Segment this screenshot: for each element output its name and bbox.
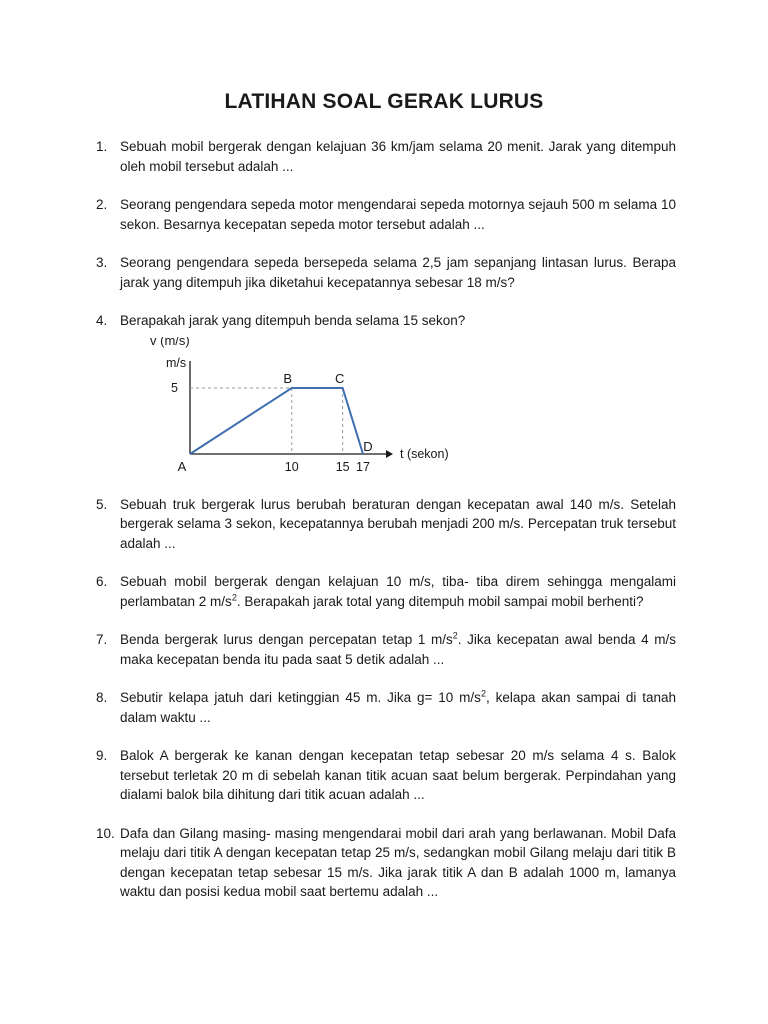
velocity-time-graph — [150, 337, 460, 479]
question-number: 7. — [96, 632, 108, 647]
point-label-d: D — [363, 438, 373, 454]
y-axis-unit-label: m/s — [166, 355, 187, 370]
question-text: Berapakah jarak yang ditempuh benda selama 15 sekon? — [120, 313, 466, 328]
question-text: Sebuah truk bergerak lurus berubah beraturan dengan kecepatan awal 140 m/s. Setelah bergerak selama 3 sekon, kecepatannya berubah menjadi 200 m/s. Percepatan truk tersebut adalah ... — [120, 496, 676, 551]
question-text — [120, 688, 676, 727]
question-text-part: . Berapakah jarak total yang ditempuh mobil sampai mobil berhenti? — [236, 593, 644, 609]
x-axis-label: t (sekon) — [400, 446, 449, 461]
question-8 — [96, 688, 676, 727]
y-axis-label: v (m/s) — [150, 336, 190, 348]
question-text: Balok A bergerak ke kanan dengan kecepatan tetap sebesar 20 m/s selama 4 s. Balok tersebut terletak 20 m di sebelah kanan titik acuan saat belum bergerak. Perpindahan yang dialami balok bila dihitung dari titik acuan adalah ... — [120, 748, 676, 802]
question-2 — [96, 195, 676, 234]
x-tick-label: 10 — [284, 459, 299, 474]
y-tick-label: 5 — [171, 380, 178, 395]
question-4 — [96, 311, 676, 479]
question-10 — [96, 824, 676, 902]
question-number: 6. — [96, 574, 108, 589]
question-6 — [96, 572, 676, 611]
question-7 — [96, 630, 676, 669]
question-text: Dafa dan Gilang masing- masing mengendarai mobil dari arah yang berlawanan. Mobil Dafa melaju dari titik A dengan kecepatan tetap 25 m/s, sedangkan mobil Gilang melaju dari titik B dengan kecepatan tetap sebesar 15 m/s. Jika jarak titik A dan B adalah 1000 m, lamanya waktu dan posisi kedua mobil saat bertemu adalah ... — [120, 825, 676, 899]
question-number: 5. — [96, 496, 108, 512]
question-9 — [96, 746, 676, 805]
question-text — [120, 572, 676, 611]
series-line — [190, 388, 363, 454]
question-text-part: . Jika kecepatan awal benda 4 m/s maka kecepatan benda itu pada saat 5 detik adalah ... — [120, 632, 676, 667]
x-tick-label: 17 — [356, 459, 370, 474]
question-text: Seorang pengendara sepeda motor mengendarai sepeda motornya sejauh 500 m selama 10 sekon. Besarnya kecepatan sepeda motor tersebut adalah ... — [120, 197, 676, 232]
question-number: 8. — [96, 690, 108, 705]
question-text-part: Sebuah mobil bergerak dengan kelajuan 10 m/s, tiba- tiba direm sehingga mengalami perlambatan 2 m/s — [120, 574, 676, 609]
question-5 — [96, 495, 676, 554]
point-label-a: A — [177, 458, 187, 474]
question-text-part: Benda bergerak lurus dengan percepatan tetap 1 m/s — [120, 632, 453, 647]
question-number: 10. — [96, 825, 115, 841]
point-label-b: B — [283, 370, 293, 386]
superscript: 2 — [480, 688, 486, 699]
point-label-c: C — [334, 370, 345, 386]
question-number: 4. — [96, 313, 108, 328]
question-number: 9. — [96, 748, 108, 763]
page-title: LATIHAN SOAL GERAK LURUS — [224, 90, 544, 113]
superscript: 2 — [231, 592, 237, 602]
question-text-part: Sebutir kelapa jatuh dari ketinggian 45 m. Jika g= 10 m/s — [120, 690, 481, 705]
question-text — [120, 630, 676, 669]
question-text: Seorang pengendara sepeda bersepeda selama 2,5 jam sepanjang lintasan lurus. Berapa jarak yang ditempuh jika diketahui kecepatannya sebesar 18 m/s? — [120, 255, 676, 290]
question-number: 3. — [96, 255, 108, 270]
question-3 — [96, 253, 676, 292]
question-text-part: , kelapa akan sampai di tanah dalam waktu ... — [120, 690, 676, 725]
superscript: 2 — [452, 630, 458, 641]
question-number: 1. — [96, 139, 108, 154]
question-text: Sebuah mobil bergerak dengan kelajuan 36 km/jam selama 20 menit. Jarak yang ditempuh oleh mobil tersebut adalah ... — [120, 139, 676, 174]
question-list — [96, 137, 676, 921]
question-1 — [96, 137, 676, 176]
x-tick-label: 15 — [335, 459, 350, 474]
question-number: 2. — [96, 197, 108, 212]
